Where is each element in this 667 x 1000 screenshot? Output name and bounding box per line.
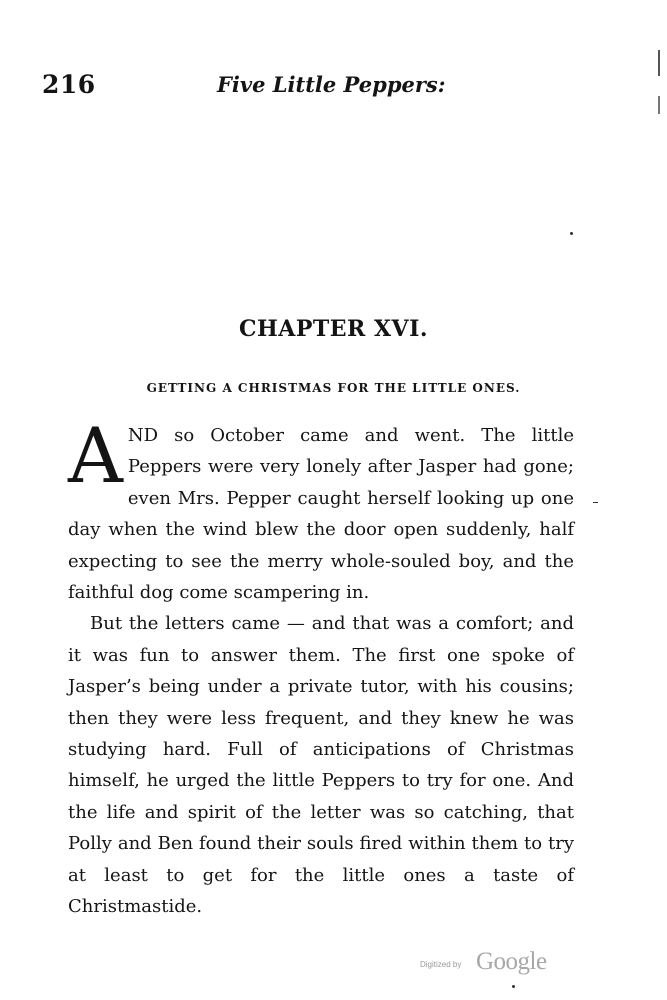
running-head	[42, 70, 482, 100]
scan-mark	[570, 232, 573, 235]
paragraph-1	[68, 411, 574, 608]
scan-mark	[593, 502, 598, 503]
chapter-subtitle: GETTING A CHRISTMAS FOR THE LITTLE ONES.	[146, 381, 521, 395]
drop-cap: A	[68, 411, 123, 500]
google-logo: Google	[476, 948, 547, 975]
scan-mark	[658, 50, 660, 76]
scan-mark	[658, 96, 660, 114]
watermark-prefix: Digitized by	[420, 960, 462, 969]
paragraph-1-lead: ND	[127, 425, 159, 446]
scan-mark	[512, 985, 515, 988]
body-text	[68, 411, 574, 923]
chapter-title: CHAPTER XVI.	[238, 316, 429, 342]
paragraph-1-text: so October came and went. The little Peppers were very lonely after Jasper had gone; even Mrs. Pepper caught herself looking up one day when the wind blew the door open suddenly, half expecting to see the merry whole-souled boy, and the faithful dog come scampering in.	[68, 425, 574, 604]
google-watermark	[420, 948, 580, 974]
page-number: 216	[42, 70, 96, 99]
running-title: Five Little Peppers:	[217, 72, 446, 97]
paragraph-2: But the letters came — and that was a comfort; and it was fun to answer them. The first one spoke of Jasper’s being under a private tutor, with his cousins; then they were less frequent, and they knew he was studying hard. Full of anticipations of Christmas himself, he urged the little Peppers to try for one. And the life and spirit of the letter was so catching, that Polly and Ben found their souls fired within them to try at least to get for the little ones a taste of Christmastide.	[68, 613, 574, 918]
